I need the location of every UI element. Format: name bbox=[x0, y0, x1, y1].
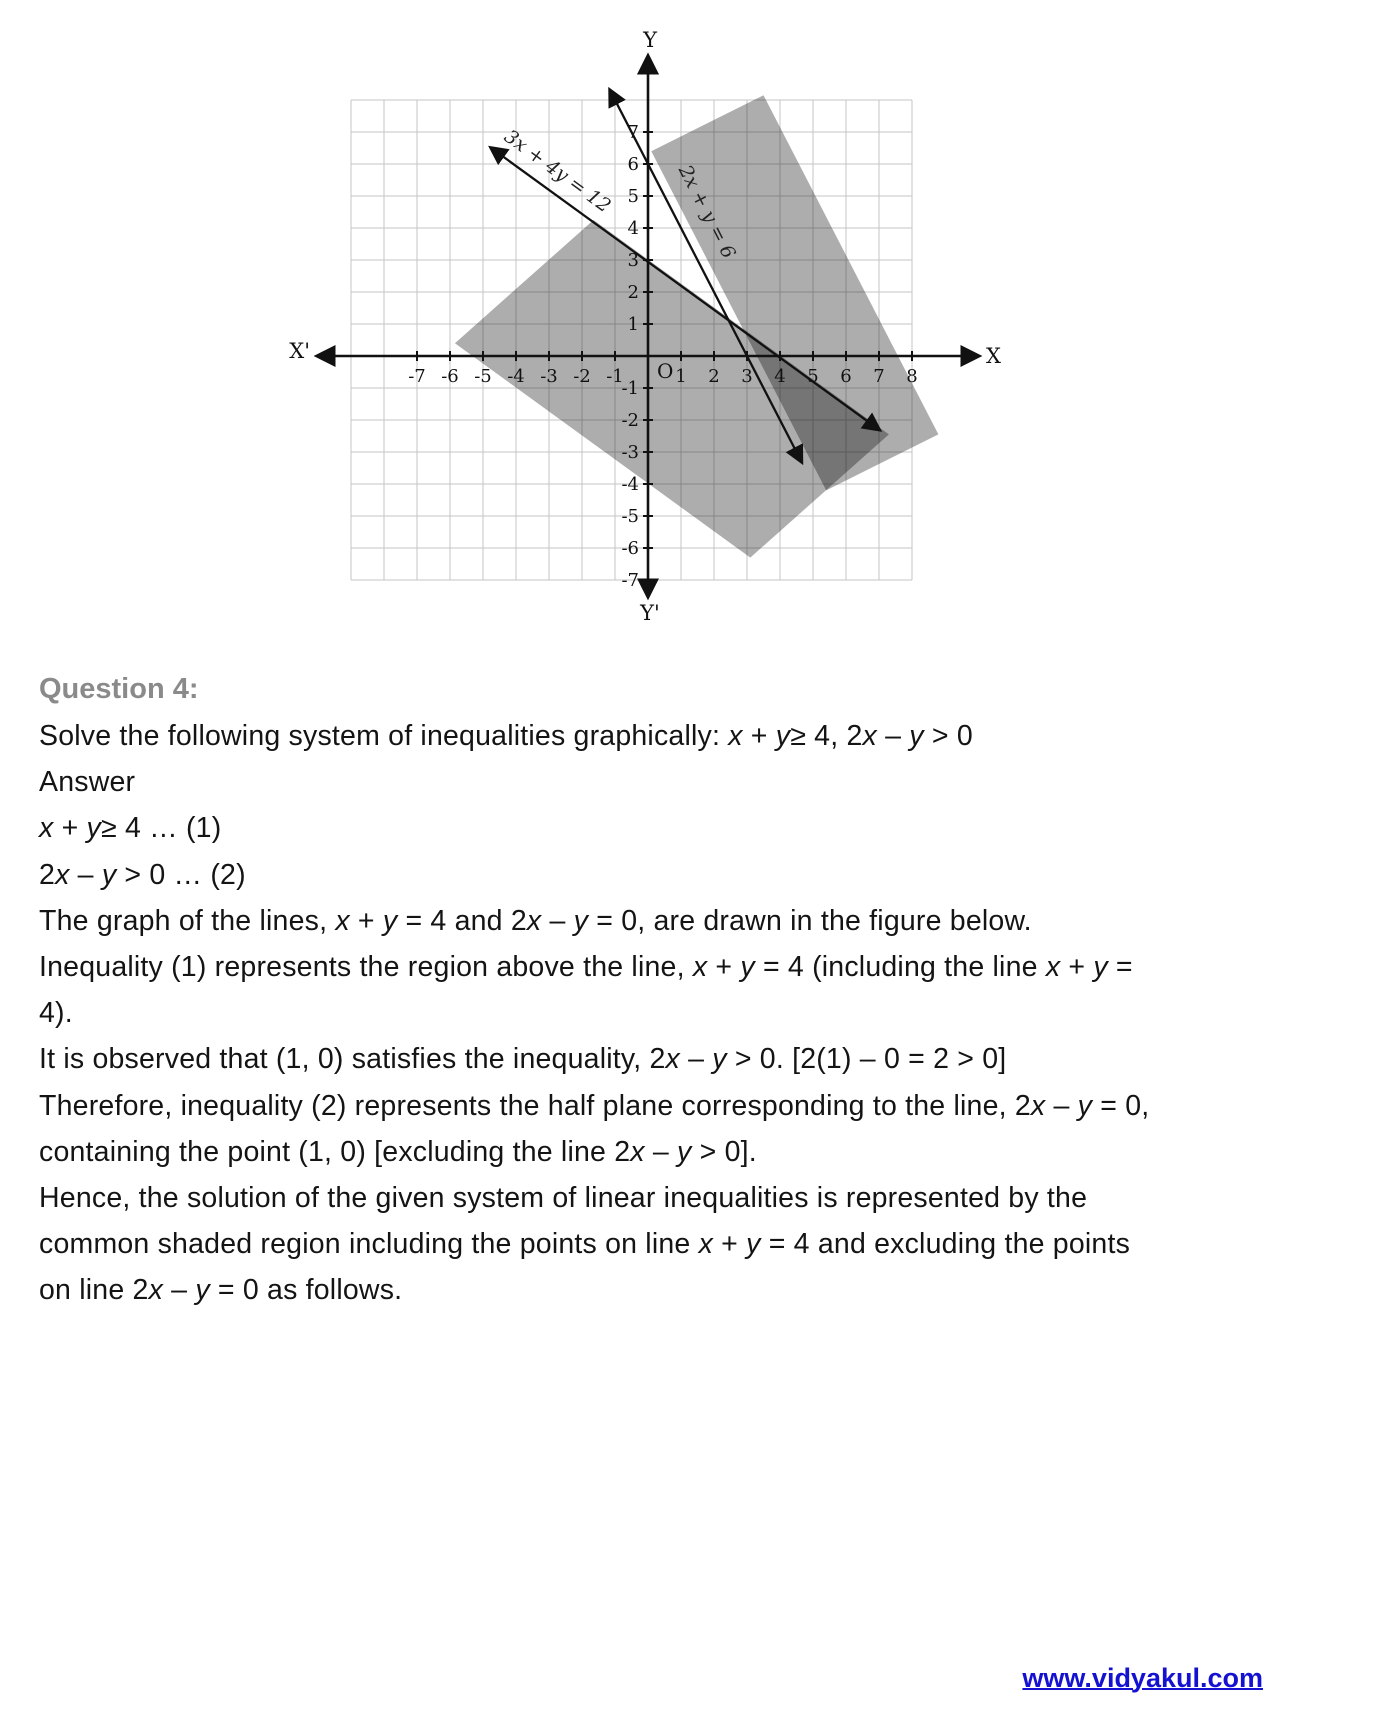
svg-text:2: 2 bbox=[708, 366, 720, 387]
svg-text:7: 7 bbox=[873, 366, 885, 387]
svg-text:1: 1 bbox=[675, 366, 687, 387]
answer-line: 4). bbox=[39, 997, 73, 1030]
svg-text:4: 4 bbox=[774, 366, 786, 387]
answer-line: The graph of the lines, x + y = 4 and 2x – y = 0, are drawn in the figure below. bbox=[39, 904, 1032, 937]
svg-text:-3: -3 bbox=[621, 442, 639, 463]
answer-line: It is observed that (1, 0) satisfies the inequality, 2x – y > 0. [2(1) – 0 = 2 > 0] bbox=[39, 1043, 1007, 1076]
svg-text:-4: -4 bbox=[621, 474, 639, 495]
footer-link[interactable]: www.vidyakul.com bbox=[1022, 1663, 1263, 1693]
svg-text:-5: -5 bbox=[621, 506, 639, 527]
question-text: Solve the following system of inequalities graphically: x + y≥ 4, 2x – y > 0 bbox=[39, 720, 973, 752]
svg-text:5: 5 bbox=[627, 186, 639, 207]
svg-text:-1: -1 bbox=[606, 366, 624, 387]
figure-svg bbox=[278, 18, 1023, 630]
svg-text:X': X' bbox=[289, 339, 310, 363]
figure bbox=[278, 18, 1023, 630]
answer-label: Answer bbox=[39, 766, 136, 799]
svg-text:-4: -4 bbox=[507, 366, 525, 387]
svg-text:-6: -6 bbox=[621, 538, 639, 559]
graph-line-label-1: 3x + 4y = 12 bbox=[500, 125, 615, 218]
svg-text:3: 3 bbox=[627, 250, 639, 271]
answer-text-block bbox=[39, 666, 1359, 1314]
answer-line: Hence, the solution of the given system of linear inequalities is represented by the bbox=[39, 1182, 1088, 1215]
svg-text:4: 4 bbox=[627, 218, 639, 239]
svg-text:-7: -7 bbox=[408, 366, 426, 387]
svg-text:-6: -6 bbox=[441, 366, 459, 387]
equation-2: 2x – y > 0 … (2) bbox=[39, 858, 246, 891]
answer-line: containing the point (1, 0) [excluding the line 2x – y > 0]. bbox=[39, 1135, 757, 1168]
answer-line: Inequality (1) represents the region above the line, x + y = 4 (including the line x + y = bbox=[39, 951, 1133, 984]
svg-text:-2: -2 bbox=[573, 366, 591, 387]
question-heading: Question 4: bbox=[39, 673, 199, 705]
origin-label: O bbox=[657, 359, 674, 383]
answer-line: Therefore, inequality (2) represents the half plane corresponding to the line, 2x – y = 0, bbox=[39, 1089, 1150, 1122]
svg-text:-5: -5 bbox=[474, 366, 492, 387]
graph-line-label-2: 2x + y = 6 bbox=[673, 161, 740, 263]
answer-line: common shaded region including the points on line x + y = 4 and excluding the points bbox=[39, 1228, 1131, 1261]
equation-1: x + y≥ 4 … (1) bbox=[39, 812, 222, 845]
svg-text:5: 5 bbox=[807, 366, 819, 387]
svg-text:2: 2 bbox=[627, 282, 639, 303]
svg-text:6: 6 bbox=[627, 154, 639, 175]
svg-text:Y: Y bbox=[643, 27, 657, 52]
svg-text:-3: -3 bbox=[540, 366, 558, 387]
svg-text:1: 1 bbox=[627, 314, 639, 335]
svg-text:8: 8 bbox=[906, 366, 918, 387]
svg-text:-7: -7 bbox=[621, 570, 639, 591]
svg-text:-2: -2 bbox=[621, 410, 639, 431]
svg-text:6: 6 bbox=[840, 366, 852, 387]
answer-line: on line 2x – y = 0 as follows. bbox=[39, 1274, 403, 1307]
svg-text:Y': Y' bbox=[640, 601, 660, 625]
svg-text:7: 7 bbox=[627, 122, 639, 143]
svg-text:X: X bbox=[986, 344, 1001, 368]
svg-text:3: 3 bbox=[741, 366, 753, 387]
svg-text:-1: -1 bbox=[621, 378, 639, 399]
